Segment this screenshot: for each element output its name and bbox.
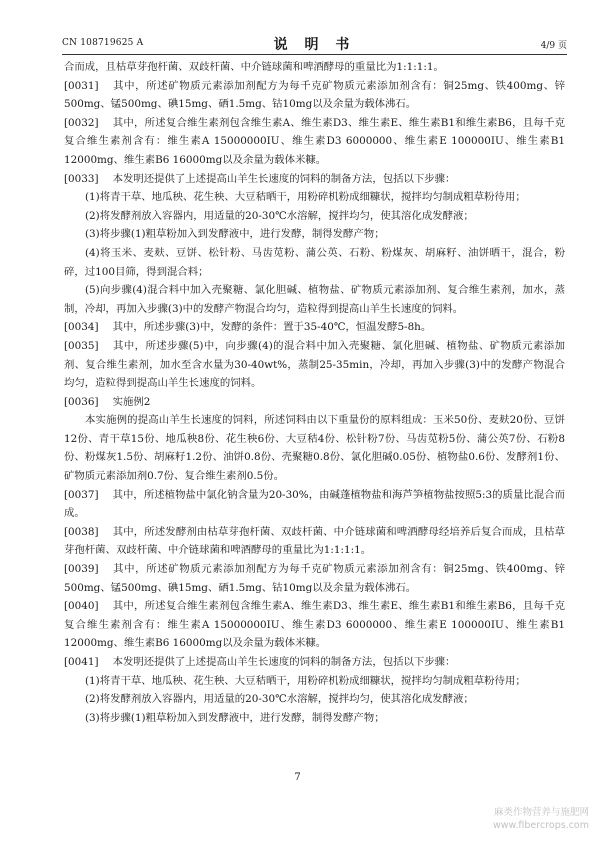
paragraph-number: [0032] — [64, 116, 99, 129]
paragraph-number: [0036] — [64, 395, 99, 408]
paragraph — [64, 188, 565, 207]
paragraph-number: [0040] — [64, 600, 99, 613]
paragraph — [64, 523, 565, 560]
paragraph — [64, 411, 565, 485]
paragraph — [64, 690, 565, 709]
publication-number: CN 108719625 A — [62, 38, 144, 48]
paragraph-text: 其中，所述植物盐中氯化钠含量为20-30%，由碱蓬植物盐和海芦笋植物盐按照5:3的质量比混合而成。 — [64, 488, 565, 520]
paragraph — [64, 653, 565, 672]
document-title: 说 明 书 — [273, 37, 356, 53]
paragraph-text: 其中，所述矿物质元素添加剂配方为每千克矿物质元素添加剂含有：铜25mg、铁400mg、锌500mg、锰500mg、碘15mg、硒1.5mg、钴10mg以及余量为载体沸石。 — [64, 563, 565, 594]
paragraph — [64, 672, 565, 691]
header-rule — [62, 54, 567, 55]
paragraph-number: [0031] — [64, 79, 99, 92]
paragraph-number: [0038] — [64, 525, 99, 538]
paragraph — [64, 393, 565, 412]
paragraph — [64, 225, 565, 244]
paragraph-text: 本实施例的提高山羊生长速度的饲料，所述饲料由以下重量份的原料组成：玉米50份、麦麸20份、豆饼12份、青干草15份、地瓜秧8份、花生秧6份、大豆秸4份、松针粉7份、马齿苋粉5份、蒲公英7份、石粉8份、粉煤灰1.5份、胡麻籽1.2份、油饼0.8份、壳聚糖0.8份、氯化胆碱0.05份、植物盐0.6份、发酵剂1份、矿物质元素添加剂0.7份、复合维生素剂0.5份。 — [64, 414, 565, 483]
paragraph — [64, 114, 565, 170]
paragraph-text: (1)将青干草、地瓜秧、花生秧、大豆秸晒干，用粉碎机粉成细糠状，搅拌均匀制成粗草粉待用； — [85, 674, 526, 687]
watermark — [493, 806, 589, 832]
paragraph — [64, 207, 565, 226]
paragraph-number: [0035] — [64, 339, 99, 352]
paragraph-text: (1)将青干草、地瓜秧、花生秧、大豆秸晒干，用粉碎机粉成细糠状，搅拌均匀制成粗草粉待用； — [85, 191, 526, 204]
page-indicator: 4/9 页 — [540, 41, 567, 51]
paragraph-text: (2)将发酵剂放入容器内，用适量的20-30℃水溶解，搅拌均匀，使其溶化成发酵液； — [85, 693, 474, 706]
paragraph — [64, 244, 565, 281]
paragraph-text: 合而成，且枯草芽孢杆菌、双歧杆菌、中介链球菌和啤酒酵母的重量比为1:1:1:1。 — [64, 61, 444, 73]
paragraph-text: 其中，所述步骤(3)中，发酵的条件：置于35-40℃，恒温发酵5-8h。 — [112, 321, 432, 334]
paragraph-text: (3)将步骤(1)粗草粉加入到发酵液中，进行发酵，制得发酵产物； — [85, 711, 385, 724]
paragraph-text: 其中，所述发酵剂由枯草芽孢杆菌、双歧杆菌、中介链球菌和啤酒酵母经培养后复合而成，且枯草芽孢杆菌、双歧杆菌、中介链球菌和啤酒酵母的重量比为1:1:1:1。 — [64, 525, 565, 557]
paragraph — [64, 560, 565, 597]
page-header — [62, 34, 567, 52]
paragraph-text: 其中，所述复合维生素剂包含维生素A、维生素D3、维生素E、维生素B1和维生素B6，且每千克复合维生素剂含有：维生素A 15000000IU、维生素D3 6000000、维生素E 100000IU、维生素B1 12000mg、维生素B6 16000mg以及余量为载体米糠。 — [64, 600, 565, 650]
paragraph-text: 本发明还提供了上述提高山羊生长速度的饲料的制备方法，包括以下步骤： — [112, 172, 456, 185]
paragraph-text: 其中，所述复合维生素剂包含维生素A、维生素D3、维生素E、维生素B1和维生素B6，且每千克复合维生素剂含有：维生素A 15000000IU、维生素D3 6000000、维生素E 100000IU、维生素B1 12000mg、维生素B6 16000mg以及余量为载体米糠。 — [64, 116, 565, 166]
paragraph — [64, 281, 565, 318]
paragraph — [64, 337, 565, 393]
watermark-url: www.fibercrops.com — [492, 820, 589, 831]
paragraph-text: 本发明还提供了上述提高山羊生长速度的饲料的制备方法，包括以下步骤： — [112, 656, 456, 668]
paragraph — [64, 77, 565, 114]
paragraph — [64, 170, 565, 189]
paragraph-text: 其中，所述步骤(5)中，向步骤(4)的混合料中加入壳聚糖、氯化胆碱、植物盐、矿物质元素添加剂、复合维生素剂，加水至含水量为30-40wt%，蒸制25-35min，冷却，再加入步骤(3)中的发酵产物混合均匀，造粒得到提高山羊生长速度的饲料。 — [64, 339, 565, 390]
paragraph-number: [0034] — [64, 321, 99, 334]
paragraph — [64, 597, 565, 653]
paragraph-number: [0033] — [64, 172, 99, 185]
paragraph-text: 实施例2 — [112, 395, 151, 408]
document-body — [64, 58, 565, 727]
paragraph-number: [0041] — [64, 656, 99, 668]
paragraph-number: [0039] — [64, 563, 99, 576]
paragraph — [64, 58, 565, 77]
paragraph — [64, 709, 565, 728]
page-number: 7 — [294, 772, 301, 783]
paragraph — [64, 486, 565, 523]
paragraph-number: [0037] — [64, 488, 99, 501]
paragraph-text: (3)将步骤(1)粗草粉加入到发酵液中，进行发酵，制得发酵产物； — [85, 228, 385, 241]
paragraph — [64, 318, 565, 337]
watermark-text-cn: 麻类作物营养与施肥网 — [493, 807, 589, 818]
paragraph-text: 其中，所述矿物质元素添加剂配方为每千克矿物质元素添加剂含有：铜25mg、铁400mg、锌500mg、锰500mg、碘15mg、硒1.5mg、钴10mg以及余量为载体沸石。 — [64, 79, 565, 111]
paragraph-text: (5)向步骤(4)混合料中加入壳聚糖、氯化胆碱、植物盐、矿物质元素添加剂、复合维生素剂，加水，蒸制，冷却，再加入步骤(3)中的发酵产物混合均匀，造粒得到提高山羊生长速度的饲料。 — [64, 284, 565, 315]
paragraph-text: (2)将发酵剂放入容器内，用适量的20-30℃水溶解，搅拌均匀，使其溶化成发酵液； — [85, 209, 474, 222]
paragraph-text: (4)将玉米、麦麸、豆饼、松针粉、马齿苋粉、蒲公英、石粉、粉煤灰、胡麻籽、油饼晒干，混合，粉碎，过100目筛，得到混合料； — [64, 246, 565, 278]
